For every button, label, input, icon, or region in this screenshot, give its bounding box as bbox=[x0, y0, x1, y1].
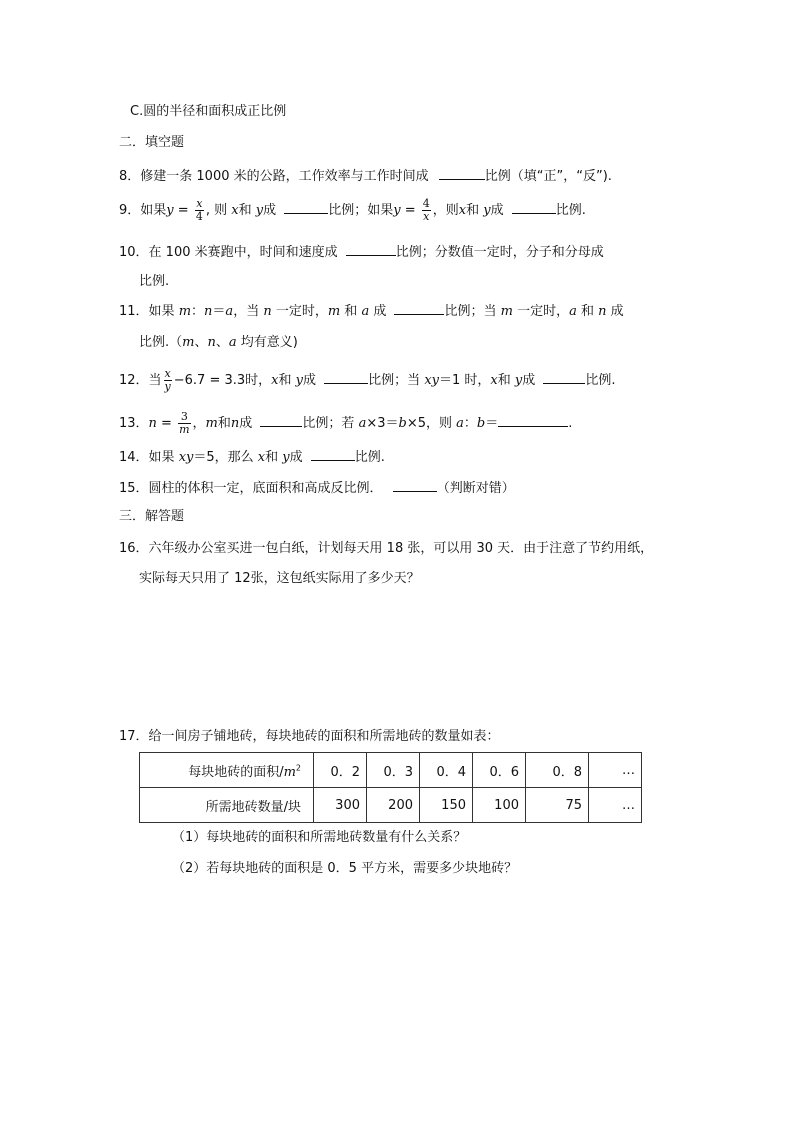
q9-eq: = bbox=[173, 203, 193, 218]
question-15 bbox=[119, 477, 515, 498]
q10-text-c: 比例. bbox=[139, 274, 170, 289]
var-m: m bbox=[327, 304, 341, 319]
table-cell: 0．4 bbox=[420, 753, 473, 788]
question-8 bbox=[119, 165, 612, 186]
var-m: m bbox=[205, 416, 218, 431]
q10-text-b: 比例；分数值一定时，分子和分母成 bbox=[395, 245, 604, 260]
q9-eq: = bbox=[400, 203, 420, 218]
var-x: x bbox=[490, 373, 498, 388]
q14-text-a: 14．如果 bbox=[119, 450, 179, 465]
fraction-3-over-m: $\frac{3}{m}$ bbox=[179, 410, 190, 436]
q11-sep: 、 bbox=[215, 335, 229, 350]
table-cell: 0．6 bbox=[473, 753, 526, 788]
q11-text-d: 和 bbox=[340, 304, 362, 319]
var-n: n bbox=[204, 304, 213, 319]
q14-text-b: ＝5，那么 bbox=[193, 450, 258, 465]
var-n: n bbox=[230, 416, 240, 431]
var-n: n bbox=[598, 304, 607, 319]
q13-text-f: ×3＝ bbox=[366, 416, 399, 431]
q9-blank-1[interactable] bbox=[284, 199, 328, 214]
var-n: n bbox=[148, 416, 157, 431]
var-y: y bbox=[282, 450, 290, 465]
table-header-count: 所需地砖数量/块 bbox=[140, 788, 314, 823]
q13-blank-1[interactable] bbox=[260, 412, 302, 427]
q11-text-f: 比例；当 bbox=[444, 304, 501, 319]
question-12 bbox=[119, 368, 616, 393]
fraction-x-over-y: $\frac{x}{y}$ bbox=[164, 367, 171, 393]
var-a: a bbox=[228, 335, 237, 350]
var-a: a bbox=[456, 416, 464, 431]
question-11 bbox=[119, 300, 624, 321]
q13-text-i: ＝ bbox=[485, 416, 499, 431]
tile-table bbox=[139, 752, 642, 823]
var-n: n bbox=[263, 304, 272, 319]
q10-blank-1[interactable] bbox=[346, 241, 396, 256]
question-14 bbox=[119, 446, 385, 467]
var-a: a bbox=[225, 304, 234, 319]
q13-text-b: ， bbox=[192, 416, 206, 431]
var-a: a bbox=[358, 416, 367, 431]
q11-colon: ： bbox=[191, 304, 205, 319]
q12-text-c: 和 bbox=[278, 373, 296, 388]
var-y: y bbox=[483, 203, 491, 218]
q13-text-g: ×5，则 bbox=[406, 416, 457, 431]
q8-text-b: 比例（填“正”，“反”). bbox=[484, 169, 612, 184]
q12-text-h: 成 bbox=[522, 373, 536, 388]
q11-text-i: 成 bbox=[606, 304, 624, 319]
q11-text-a: 11．如果 bbox=[119, 304, 179, 319]
question-17-intro: 17．给一间房子铺地砖，每块地砖的面积和所需地砖的数量如表： bbox=[119, 729, 500, 744]
table-row bbox=[140, 788, 642, 823]
var-b: b bbox=[476, 416, 486, 431]
q11-sep: 、 bbox=[194, 335, 208, 350]
q11-text-l: 均有意义) bbox=[236, 335, 298, 350]
var-xy: xy bbox=[178, 450, 194, 465]
q14-blank[interactable] bbox=[311, 446, 355, 461]
var-xy: xy bbox=[424, 373, 439, 388]
q9-text-a: 9．如果 bbox=[119, 203, 167, 218]
q8-text-a: 8．修建一条 1000 米的公路，工作效率与工作时间成 bbox=[119, 169, 429, 184]
q14-text-e: 比例. bbox=[354, 450, 385, 465]
fraction-x-over-4: $\frac{x}{4}$ bbox=[195, 197, 203, 223]
var-x: x bbox=[271, 373, 279, 388]
q8-blank[interactable] bbox=[439, 165, 485, 180]
var-b: b bbox=[398, 416, 407, 431]
var-m: m bbox=[178, 304, 192, 319]
var-x: x bbox=[231, 203, 239, 218]
q12-text-i: 比例. bbox=[585, 373, 616, 388]
q12-text-g: 和 bbox=[497, 373, 515, 388]
q11-eq: ＝ bbox=[212, 304, 226, 319]
q13-text-a: 13． bbox=[119, 416, 149, 431]
question-9 bbox=[119, 198, 586, 223]
var-n: n bbox=[207, 335, 216, 350]
table-cell: 300 bbox=[314, 788, 367, 823]
var-y: y bbox=[295, 373, 304, 388]
var-a: a bbox=[569, 304, 577, 319]
table-cell: 0．3 bbox=[367, 753, 420, 788]
question-16-line-1: 16．六年级办公室买进一包白纸，计划每天用 18 张，可以用 30 天．由于注意了节约用纸， bbox=[119, 541, 654, 556]
table-cell: 100 bbox=[473, 788, 526, 823]
table-cell: … bbox=[589, 753, 642, 788]
q9-text-c: 成 bbox=[490, 203, 504, 218]
area-label: 每块地砖的面积/ bbox=[188, 764, 284, 780]
unit-m: m bbox=[283, 764, 296, 780]
q12-text-f: ＝1 时， bbox=[439, 373, 491, 388]
q13-blank-2[interactable] bbox=[498, 412, 568, 427]
q11-text-g: 一定时， bbox=[512, 304, 570, 319]
question-13 bbox=[119, 411, 572, 436]
q14-text-d: 成 bbox=[289, 450, 303, 465]
table-row bbox=[140, 753, 642, 788]
q13-text-e: 比例；若 bbox=[302, 416, 359, 431]
option-c: C.圆的半径和面积成正比例 bbox=[130, 104, 287, 119]
table-cell: 200 bbox=[367, 788, 420, 823]
var-m: m bbox=[182, 335, 195, 350]
table-cell: 0．2 bbox=[314, 753, 367, 788]
q15-text-a: 15．圆柱的体积一定，底面积和高成反比例． bbox=[119, 481, 383, 496]
section-solve-heading: 三．解答题 bbox=[119, 509, 185, 524]
question-10 bbox=[119, 241, 604, 262]
q13-eq: = bbox=[156, 416, 177, 431]
question-17-sub-1: （1）每块地砖的面积和所需地砖数量有什么关系？ bbox=[172, 830, 467, 845]
q11-blank-1[interactable] bbox=[394, 300, 444, 315]
q11-text-h: 和 bbox=[576, 304, 599, 319]
table-cell: 75 bbox=[526, 788, 589, 823]
q9-text-c: 成 bbox=[263, 203, 277, 218]
var-y: y bbox=[514, 373, 523, 388]
table-cell: … bbox=[589, 788, 642, 823]
fraction-4-over-x: $\frac{4}{x}$ bbox=[422, 197, 430, 223]
q12-blank-2[interactable] bbox=[543, 369, 585, 384]
var-m: m bbox=[500, 304, 513, 319]
question-10-cont bbox=[139, 270, 169, 291]
var-y: y bbox=[166, 203, 174, 218]
table-cell: 150 bbox=[420, 788, 473, 823]
q11-text-b: ，当 bbox=[233, 304, 264, 319]
q11-text-c: 一定时， bbox=[271, 304, 328, 319]
question-16-line-2: 实际每天只用了 12张，这包纸实际用了多少天？ bbox=[139, 571, 420, 586]
q15-blank[interactable] bbox=[393, 477, 437, 492]
q10-text-a: 10．在 100 米赛跑中，时间和速度成 bbox=[119, 245, 338, 260]
table-header-area bbox=[140, 753, 314, 788]
question-17-sub-2: （2）若每块地砖的面积是 0．5 平方米，需要多少块地砖？ bbox=[172, 861, 518, 876]
q13-text-d: 成 bbox=[239, 416, 253, 431]
q9-text-d: 比例；如果 bbox=[328, 203, 394, 218]
q9-text-b: , 则 bbox=[205, 203, 232, 218]
q9-text-f: 比例. bbox=[555, 203, 586, 218]
q15-text-b: （判断对错） bbox=[436, 481, 515, 496]
unit-sup: 2 bbox=[295, 763, 301, 773]
q11-text-e: 成 bbox=[369, 304, 387, 319]
question-11-cont bbox=[139, 331, 298, 352]
q13-text-c: 和 bbox=[217, 416, 231, 431]
q9-and: 和 bbox=[466, 203, 484, 218]
var-x: x bbox=[257, 450, 266, 465]
q12-text-e: 比例；当 bbox=[368, 373, 425, 388]
q12-text-d: 成 bbox=[303, 373, 317, 388]
q9-blank-2[interactable] bbox=[512, 199, 556, 214]
q12-text-a: 12．当 bbox=[119, 373, 162, 388]
q13-text-j: . bbox=[568, 416, 573, 431]
q13-text-h: ： bbox=[463, 416, 477, 431]
q12-blank-1[interactable] bbox=[324, 369, 368, 384]
q14-text-c: 和 bbox=[265, 450, 283, 465]
q9-text-e: ，则 bbox=[432, 203, 459, 218]
section-fill-in-blank-heading: 二．填空题 bbox=[119, 135, 185, 150]
table-cell: 0．8 bbox=[526, 753, 589, 788]
var-y: y bbox=[393, 203, 401, 218]
var-x: x bbox=[458, 203, 467, 218]
var-a: a bbox=[361, 304, 370, 319]
q9-and: 和 bbox=[238, 203, 256, 218]
var-y: y bbox=[255, 203, 264, 218]
q11-text-j: 比例.（ bbox=[139, 335, 183, 350]
q12-text-b: −6.7 = 3.3时， bbox=[173, 373, 272, 388]
